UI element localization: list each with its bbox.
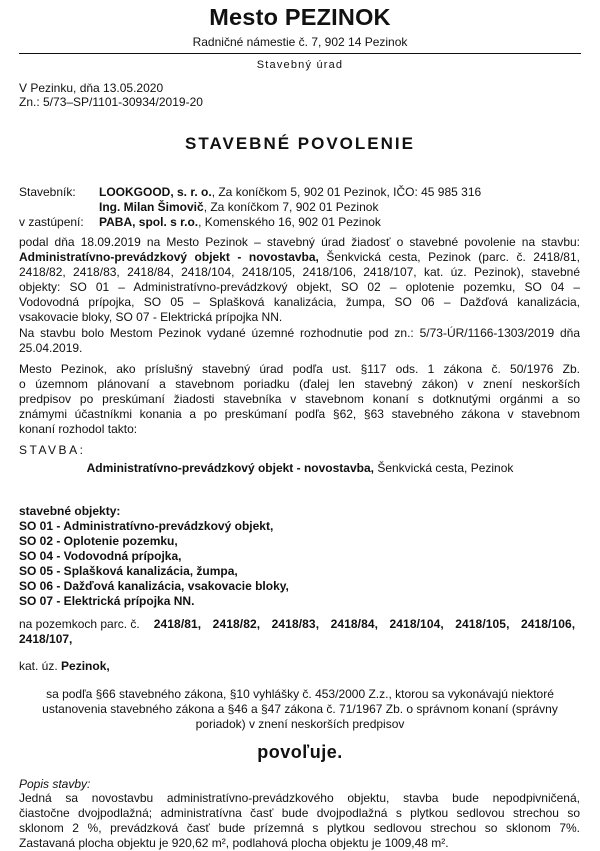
list-item: SO 07 - Elektrická prípojka NN. bbox=[19, 594, 195, 608]
person-name: Ing. Milan Šimovič bbox=[99, 200, 204, 214]
cadastre-line bbox=[19, 659, 110, 674]
representative-label: v zastúpení: bbox=[19, 215, 84, 229]
text-line: o územnom plánovaní a stavebnom poriadku (ďalej len stavebný zákon) v znení neskorších bbox=[19, 377, 580, 391]
building-objects-list bbox=[19, 504, 289, 609]
text-line: sklonom 2 %, prevádzková časť bude prízemná s plytkou sedlovou strechou so sklonom 7%. bbox=[19, 821, 580, 835]
header-divider bbox=[19, 53, 581, 54]
stavba-location: Šenkvická cesta, Pezinok bbox=[374, 461, 514, 475]
list-item: SO 01 - Administratívno-prevádzkový objekt, bbox=[19, 519, 274, 533]
parcels-list: 2418/81, 2418/82, 2418/83, 2418/84, 2418/104, 2418/105, 2418/106, bbox=[153, 617, 576, 631]
text-line: objekty: SO 01 – Administratívno-prevádzkový objekt, SO 02 – oplotenie pozemku, SO 04 – bbox=[19, 280, 580, 294]
text-line: konaní rozhodol takto: bbox=[19, 422, 138, 436]
description-label: Popis stavby: bbox=[19, 777, 91, 791]
municipality-address: Radničné námestie č. 7, 902 14 Pezinok bbox=[192, 35, 408, 49]
text-line: Zastavaná plocha objektu je 920,62 m², podlahová plocha objektu je 1009,48 m². bbox=[19, 836, 449, 850]
builder-label: Stavebník: bbox=[19, 185, 76, 199]
text-line: poriadok) v znení neskorších predpisov bbox=[195, 717, 405, 731]
person-details: , Za koníčkom 7, 902 01 Pezinok bbox=[203, 200, 379, 214]
parcels-line bbox=[19, 617, 580, 647]
cadastre-prefix: kat. úz. bbox=[19, 659, 58, 673]
text-line: Jedná sa novostavbu administratívno-prevádzkového objektu, stavba bude nepodpivničená, bbox=[19, 791, 580, 805]
representative-name: PABA, spol. s r.o. bbox=[99, 215, 199, 229]
parcels-list-continued: 2418/107, bbox=[19, 632, 73, 646]
person-line bbox=[99, 200, 378, 215]
decision-word: povoľuje. bbox=[257, 742, 343, 762]
text-line: ustanovenia stavebného zákona a §46 a §47 zákona č. 71/1967 Zb. o správnom konaní (správny bbox=[42, 702, 558, 716]
list-item: SO 02 - Oplotenie pozemku, bbox=[19, 534, 178, 548]
text-line bbox=[19, 632, 580, 647]
zoning-paragraph bbox=[19, 326, 580, 356]
stavba-label: STAVBA: bbox=[19, 443, 86, 457]
legal-basis-paragraph bbox=[0, 687, 600, 732]
document-title: STAVEBNÉ POVOLENIE bbox=[185, 134, 415, 153]
office-name: Stavebný úrad bbox=[256, 59, 344, 71]
text-line: sa podľa §66 stavebného zákona, §10 vyhlášky č. 453/2000 Z.z., ktorou sa vykonávajú niektoré bbox=[46, 687, 554, 701]
stavba-name bbox=[0, 461, 600, 476]
text-line bbox=[19, 250, 580, 265]
objects-heading: stavebné objekty: bbox=[19, 504, 121, 518]
text-line: Mesto Pezinok, ako príslušný stavebný úrad podľa ust. §117 ods. 1 zákona č. 50/1976 Zb. bbox=[19, 362, 580, 376]
list-item: SO 06 - Dažďová kanalizácia, vsakovacie bloky, bbox=[19, 579, 289, 593]
representative-details: , Komenského 16, 902 01 Pezinok bbox=[198, 215, 381, 229]
text-line: známymi účastníkmi konania a po preskúmaní podľa §62, §63 stavebného zákona v stavebnom bbox=[19, 407, 580, 421]
text-line: 2418/82, 2418/83, 2418/84, 2418/104, 2418/105, 2418/106, 2418/107, kat. úz. Pezinok), stavebné bbox=[19, 265, 580, 279]
list-item: SO 04 - Vodovodná prípojka, bbox=[19, 549, 182, 563]
description-paragraph bbox=[19, 791, 580, 851]
builder-line bbox=[99, 185, 481, 200]
builder-details: , Za koníčkom 5, 902 01 Pezinok, IČO: 45 985 316 bbox=[211, 185, 482, 199]
text-line: vsakovacie bloky, SO 07 - Elektrická prípojka NN. bbox=[19, 310, 283, 324]
representative-line bbox=[99, 215, 381, 230]
parcels-prefix: na pozemkoch parc. č. bbox=[19, 617, 140, 631]
text-line: 25.04.2019. bbox=[19, 341, 83, 355]
list-item: SO 05 - Splašková kanalizácia, žumpa, bbox=[19, 564, 238, 578]
text-line: predpisov po preskúmaní žiadosti stavebníka v stavebnom konaní s dotknutými orgánmi a so bbox=[19, 392, 580, 406]
text-line: Na stavbu bolo Mestom Pezinok vydané územné rozhodnutie pod zn.: 5/73-ÚR/1166-1303/2019 dňa bbox=[19, 326, 580, 340]
application-paragraph bbox=[19, 235, 580, 325]
text-line: Vodovodná prípojka, SO 05 – Splašková kanalizácia, žumpa, SO 06 – Dažďová kanalizácia, bbox=[19, 295, 580, 309]
text-fragment: Šenkvická cesta, Pezinok (parc. č. 2418/81, bbox=[318, 250, 580, 264]
date-line: V Pezinku, dňa 13.05.2020 bbox=[19, 81, 164, 95]
project-name: Administratívno-prevádzkový objekt - novostavba, bbox=[19, 250, 319, 264]
text-line: podal dňa 18.09.2019 na Mesto Pezinok – stavebný úrad žiadosť o stavebné povolenie na stavbu: bbox=[19, 235, 580, 249]
reference-number: Zn.: 5/73–SP/1101-30934/2019-20 bbox=[19, 95, 203, 109]
authority-paragraph bbox=[19, 362, 580, 437]
municipality-title: Mesto PEZINOK bbox=[209, 4, 391, 30]
builder-name: LOOKGOOD, s. r. o. bbox=[99, 185, 212, 199]
text-line: čiastočne dvojpodlažná; administratívna časť bude dvojpodlažná s plytkou sedlovou strechou so bbox=[19, 806, 580, 820]
text-line bbox=[19, 617, 580, 632]
stavba-project-name: Administratívno-prevádzkový objekt - novostavba, bbox=[86, 461, 374, 475]
cadastre-name: Pezinok, bbox=[61, 659, 110, 673]
